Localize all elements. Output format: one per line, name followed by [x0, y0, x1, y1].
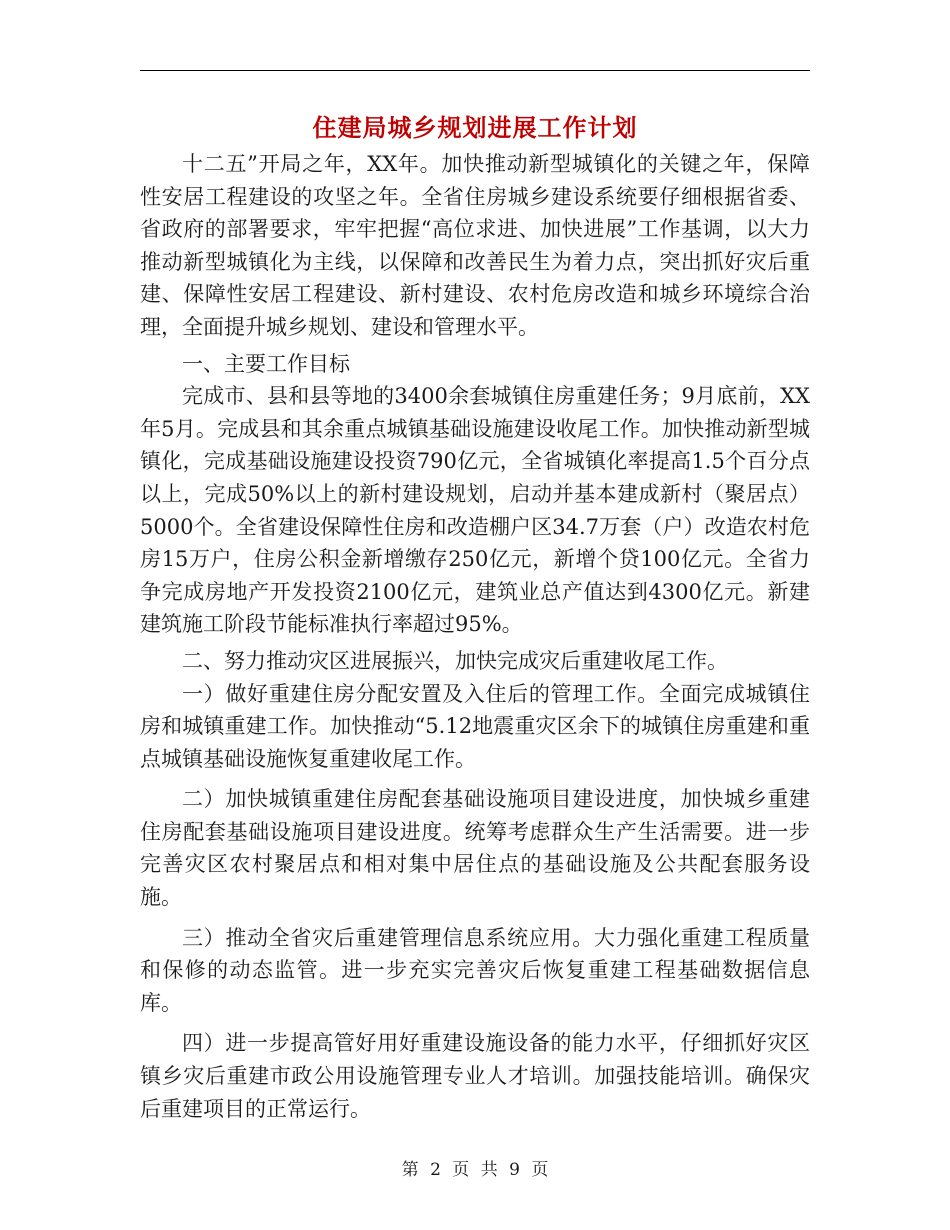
footer-suffix: 页	[531, 1160, 549, 1180]
paragraph-goals: 完成市、县和县等地的3400余套城镇住房重建任务；9月底前，XX年5月。完成县和其余重点城镇基础设施建设收尾工作。加快推动新型城镇化，完成基础设施建设投资790亿元，全省城镇化率提高1.5个百分点以上，完成50%以上的新村建设规划，启动并基本建成新村（聚居点）5000个。全省建设保障性住房和改造棚户区34.7万套（户）改造农村危房15万户，住房公积金新增缴存250亿元，新增个贷100亿元。全省力争完成房地产开发投资2100亿元，建筑业总产值达到4300亿元。新建建筑施工阶段节能标准执行率超过95%。	[140, 384, 810, 637]
paragraph-item-1: 一）做好重建住房分配安置及入住后的管理工作。全面完成城镇住房和城镇重建工作。加快推动“5.12地震重灾区余下的城镇住房重建和重点城镇基础设施恢复重建收尾工作。	[140, 681, 810, 771]
section-heading-goals: 一、主要工作目标	[182, 351, 350, 376]
document-body	[140, 148, 810, 1129]
footer-prefix: 第	[401, 1160, 419, 1180]
section-heading-reconstruction: 二、努力推动灾区进展振兴，加快完成灾后重建收尾工作。	[182, 648, 728, 673]
document-title: 住建局城乡规划进展工作计划	[312, 113, 638, 142]
footer-current-page: 2	[430, 1160, 441, 1180]
paragraph-item-4: 四）进一步提高管好用好重建设施设备的能力水平，仔细抓好灾区镇乡灾后重建市政公用设施管理专业人才培训。加强技能培训。确保灾后重建项目的正常运行。	[140, 1031, 810, 1121]
paragraph-intro: 十二五”开局之年，XX年。加快推动新型城镇化的关键之年，保障性安居工程建设的攻坚之年。全省住房城乡建设系统要仔细根据省委、省政府的部署要求，牢牢把握“高位求进、加快进展”工作基调，以大力推动新型城镇化为主线，以保障和改善民生为着力点，突出抓好灾后重建、保障性安居工程建设、新村建设、农村危房改造和城乡环境综合治理，全面提升城乡规划、建设和管理水平。	[140, 152, 810, 339]
footer-total-pages: 9	[509, 1160, 520, 1180]
paragraph-item-2: 二）加快城镇重建住房配套基础设施项目建设进度，加快城乡重建住房配套基础设施项目建设进度。统筹考虑群众生产生活需要。进一步完善灾区农村聚居点和相对集中居住点的基础设施及公共配套服务设施。	[140, 787, 810, 910]
paragraph-item-3: 三）推动全省灾后重建管理信息系统应用。大力强化重建工程质量和保修的动态监管。进一步充实完善灾后恢复重建工程基础数据信息库。	[140, 925, 810, 1015]
footer-total-word: 共	[480, 1160, 498, 1180]
header-rule	[140, 70, 810, 71]
page-footer	[0, 1155, 950, 1180]
footer-page-word: 页	[452, 1160, 470, 1180]
